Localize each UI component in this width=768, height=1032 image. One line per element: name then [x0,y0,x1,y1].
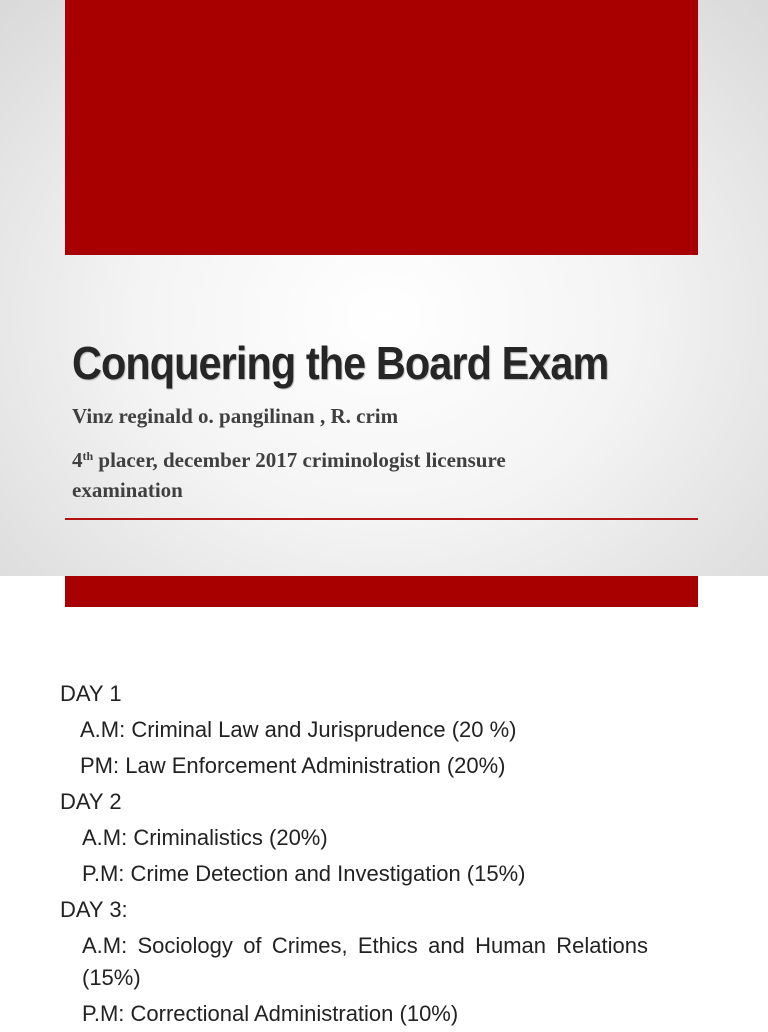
red-banner-bottom [65,576,698,607]
achievement-text [72,441,506,505]
session-item: P.M: Crime Detection and Investigation (15%) [82,861,526,886]
achievement-number: 4 [72,448,83,472]
exam-schedule [60,676,648,1032]
session-item: A.M: Criminal Law and Jurisprudence (20 %) [80,717,517,742]
session-item: P.M: Correctional Administration (10%) [82,1001,459,1026]
day-label: DAY 2 [60,789,122,814]
red-banner-top [65,0,698,255]
achievement-line2: examination [72,478,183,502]
slide-title: Conquering the Board Exam [72,337,609,389]
day-label: DAY 1 [60,681,122,706]
achievement-suffix: th [82,449,94,463]
session-item: PM: Law Enforcement Administration (20%) [80,753,506,778]
session-item: A.M: Sociology of Crimes, Ethics and Human Relations (15%) [82,933,648,990]
author-name: Vinz reginald o. pangilinan , R. crim [72,404,399,428]
divider-line [65,518,698,520]
session-item: A.M: Criminalistics (20%) [82,825,328,850]
achievement-rest: placer, december 2017 criminologist licensure [93,448,506,472]
day-label: DAY 3: [60,897,128,922]
